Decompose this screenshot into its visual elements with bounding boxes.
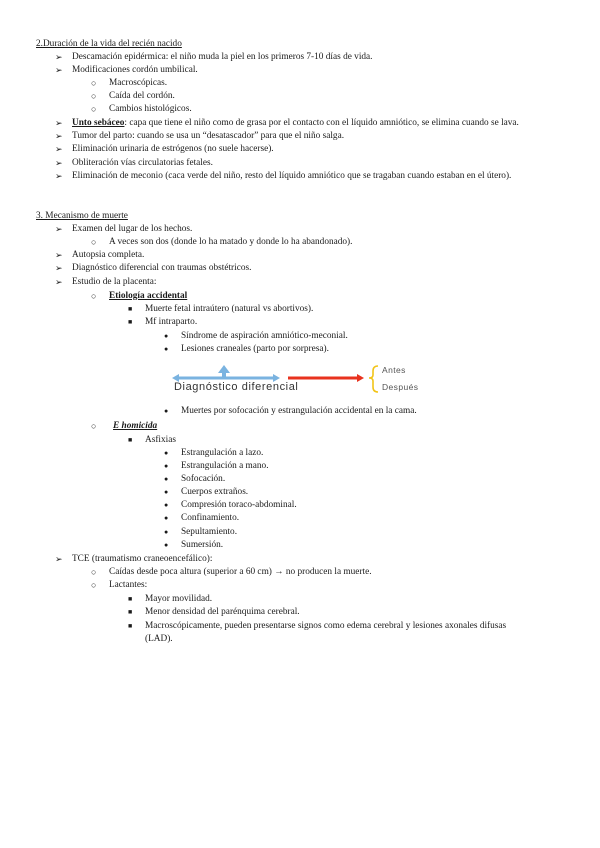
square-bullet: ■ [128, 318, 133, 326]
dot-bullet: ● [164, 541, 169, 549]
item-examen-lugar: Examen del lugar de los hechos. [72, 224, 193, 234]
arrow-bullet: ➢ [55, 554, 63, 564]
diagram-label: Diagnóstico diferencial [174, 381, 299, 393]
item-tumor-parto: Tumor del parto: cuando se usa un “desatascador” para que el niño salga. [72, 131, 345, 141]
arrow-bullet: ➢ [55, 144, 63, 154]
e-homicida-heading: E homicida [113, 421, 158, 431]
item-caida-cordon: Caída del cordón. [109, 91, 175, 101]
item-muerte-fetal: Muerte fetal intraútero (natural vs abortivos). [145, 304, 314, 314]
dot-bullet: ● [164, 501, 169, 509]
circle-bullet: ○ [91, 291, 97, 301]
unto-sebaceo-term: Unto sebáceo [72, 118, 125, 128]
square-bullet: ■ [128, 436, 133, 444]
diagram-despues: Después [382, 382, 419, 392]
arrow-bullet: ➢ [55, 171, 63, 181]
item-macroscopicamente: Macroscópicamente, pueden presentarse signos como edema cerebral y lesiones axonales difusas [145, 621, 507, 631]
item-estrangulacion-mano: Estrangulación a mano. [181, 461, 269, 471]
item-asfixias: Asfixias [145, 435, 176, 445]
dot-bullet: ● [164, 488, 169, 496]
item-cordon: Modificaciones cordón umbilical. [72, 65, 198, 75]
item-estrangulacion-lazo: Estrangulación a lazo. [181, 448, 264, 458]
circle-bullet: ○ [91, 567, 97, 577]
circle-bullet: ○ [91, 237, 97, 247]
square-bullet: ■ [128, 608, 133, 616]
yellow-brace [369, 366, 378, 392]
arrow-bullet: ➢ [55, 224, 63, 234]
item-descamacion: Descamación epidérmica: el niño muda la piel en los primeros 7-10 días de vida. [72, 52, 373, 62]
item-estrogenos: Eliminación urinaria de estrógenos (no suele hacerse). [72, 144, 274, 154]
item-sofocacion: Sofocación. [181, 474, 226, 484]
item-diagnostico-diferencial: Diagnóstico diferencial con traumas obstétricos. [72, 263, 252, 273]
item-a-veces-dos: A veces son dos (donde lo ha matado y donde lo ha abandonado). [109, 237, 353, 247]
item-meconio: Eliminación de meconio (caca verde del niño, resto del líquido amniótico que se tragaban cuando estaban en el útero). [72, 171, 512, 181]
dot-bullet: ● [164, 449, 169, 457]
item-lactantes: Lactantes: [109, 580, 148, 590]
arrow-bullet: ➢ [55, 131, 63, 141]
diagram-antes: Antes [382, 365, 406, 375]
dot-bullet: ● [164, 475, 169, 483]
unto-sebaceo-desc: : capa que tiene el niño como de grasa por el contacto con el líquido amniótico, se elimina cuando se lava. [124, 118, 519, 128]
square-bullet: ■ [128, 622, 133, 630]
arrow-bullet: ➢ [55, 65, 63, 75]
circle-bullet: ○ [91, 91, 97, 101]
section-3-title: 3. Mecanismo de muerte [36, 211, 128, 221]
item-autopsia: Autopsia completa. [72, 250, 145, 260]
dot-bullet: ● [164, 332, 169, 340]
diagnostico-diferencial-diagram [172, 365, 442, 401]
item-lad: (LAD). [145, 634, 173, 644]
arrow-bullet: ➢ [55, 52, 63, 62]
square-bullet: ■ [128, 595, 133, 603]
square-bullet: ■ [128, 305, 133, 313]
circle-bullet: ○ [91, 421, 97, 431]
circle-bullet: ○ [91, 78, 97, 88]
item-obliteracion: Obliteración vías circulatorias fetales. [72, 158, 213, 168]
item-cambios-histologicos: Cambios histológicos. [109, 104, 192, 114]
arrow-bullet: ➢ [55, 158, 63, 168]
item-unto-sebaceo [72, 117, 519, 129]
item-confinamiento: Confinamiento. [181, 513, 240, 523]
item-lesiones-craneales: Lesiones craneales (parto por sorpresa). [181, 344, 329, 354]
item-cuerpos-extranos: Cuerpos extraños. [181, 487, 249, 497]
red-arrow [288, 374, 364, 382]
circle-bullet: ○ [91, 104, 97, 114]
dot-bullet: ● [164, 514, 169, 522]
arrow-bullet: ➢ [55, 263, 63, 273]
item-sepultamiento: Sepultamiento. [181, 527, 238, 537]
arrow-bullet: ➢ [55, 250, 63, 260]
item-densidad: Menor densidad del parénquima cerebral. [145, 607, 300, 617]
section-2-title: 2.Duración de la vida del recién nacido [36, 39, 182, 49]
item-placenta: Estudio de la placenta: [72, 277, 157, 287]
dot-bullet: ● [164, 407, 169, 415]
dot-bullet: ● [164, 345, 169, 353]
item-mf-intraparto: Mf intraparto. [145, 317, 198, 327]
arrow-bullet: ➢ [55, 118, 63, 128]
item-aspiracion: Síndrome de aspiración amniótico-meconial. [181, 331, 348, 341]
item-sumersion: Sumersión. [181, 540, 224, 550]
dot-bullet: ● [164, 528, 169, 536]
item-movilidad: Mayor movilidad. [145, 594, 213, 604]
item-caidas: Caídas desde poca altura (superior a 60 cm) → no producen la muerte. [109, 567, 372, 577]
arrow-bullet: ➢ [55, 277, 63, 287]
etiologia-accidental-heading: Etiología accidental [109, 291, 188, 301]
item-sofocacion-cama: Muertes por sofocación y estrangulación accidental en la cama. [181, 406, 417, 416]
circle-bullet: ○ [91, 580, 97, 590]
item-compresion: Compresión toraco-abdominal. [181, 500, 297, 510]
dot-bullet: ● [164, 462, 169, 470]
item-macroscopicas: Macroscópicas. [109, 78, 168, 88]
item-tce: TCE (traumatismo craneoencefálico): [72, 554, 213, 564]
